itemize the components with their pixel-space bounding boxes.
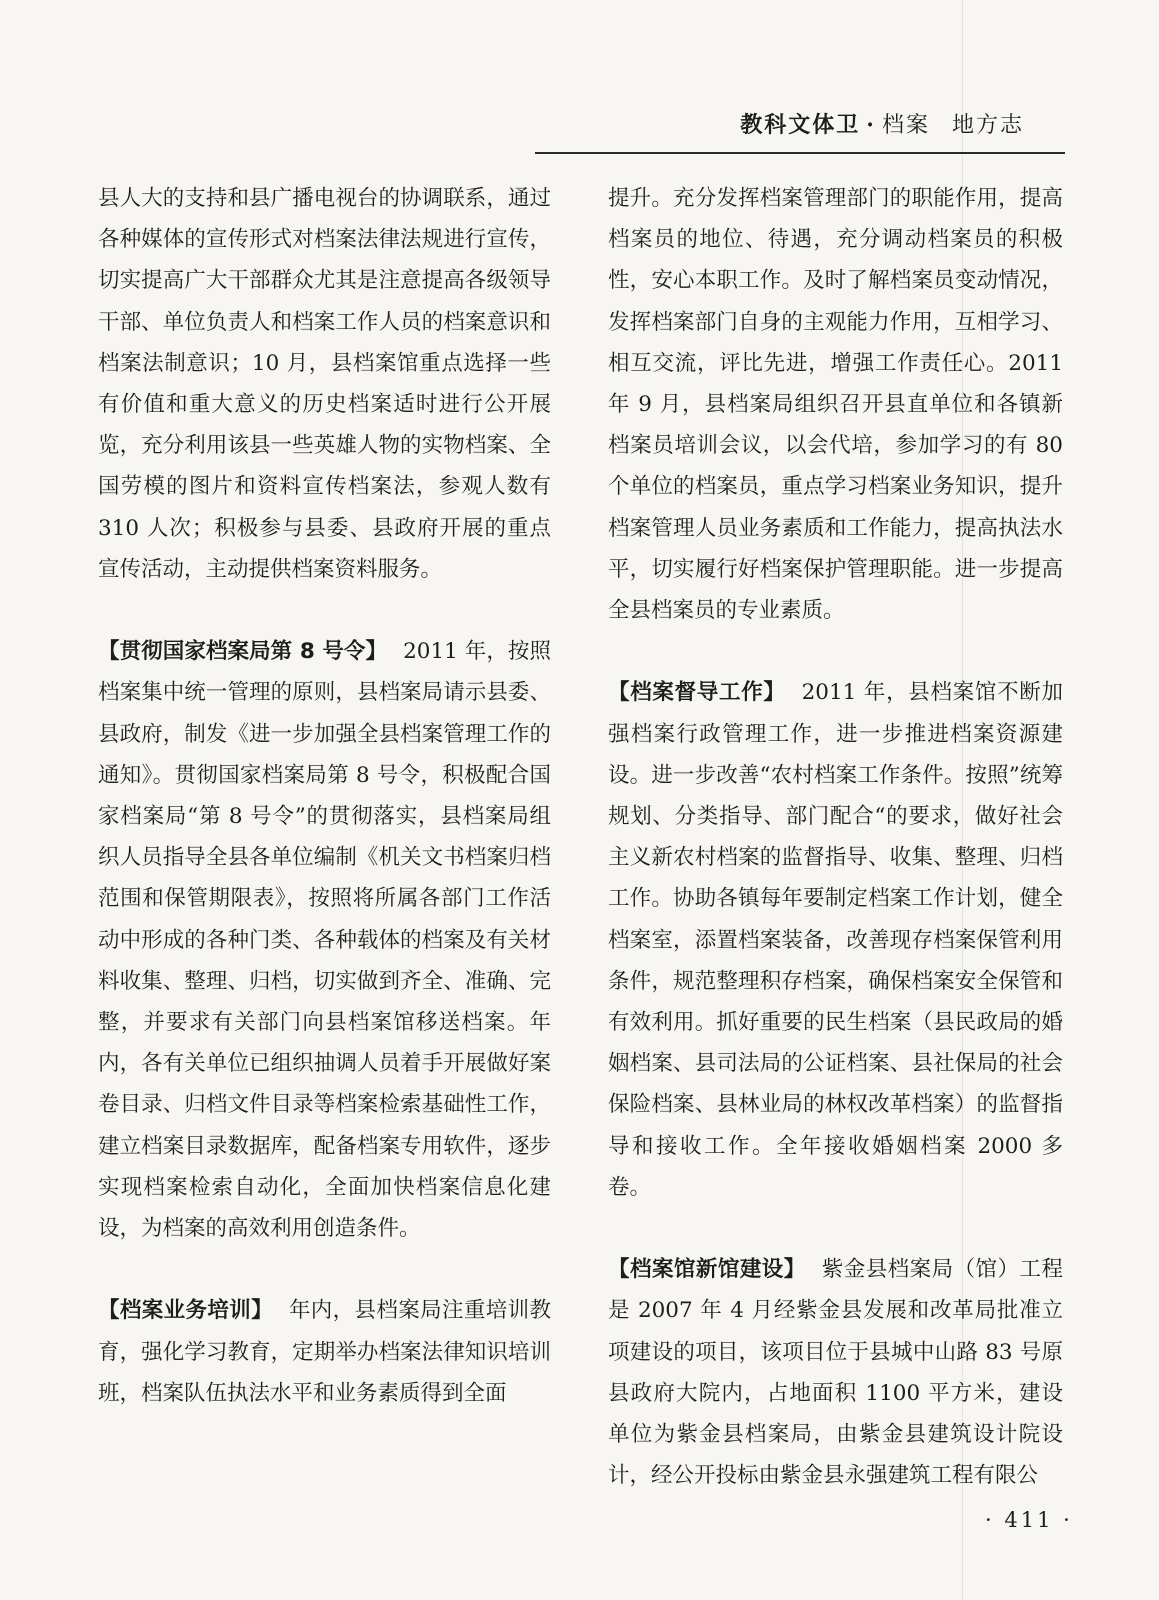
right-column bbox=[608, 178, 1063, 1496]
left-column bbox=[98, 178, 551, 1414]
header-separator: · bbox=[866, 112, 876, 138]
paragraph-continued: 提升。充分发挥档案管理部门的职能作用，提高档案员的地位、待遇，充分调动档案员的积极性，安心本职工作。及时了解档案员变动情况，发挥档案部门自身的主观能力作用，互相学习、相互交流，评比先进，增强工作责任心。2011 年 9 月，县档案局组织召开县直单位和各镇新档案员培训会议，以会代培，参加学习的有 80 个单位的档案员，重点学习档案业务知识，提升档案管理人员业务素质和工作能力，提高执法水平，切实履行好档案保护管理职能。进一步提高全县档案员的专业素质。 bbox=[608, 186, 1063, 624]
section-cheyu-order8 bbox=[98, 631, 551, 1249]
section-heading: 【档案业务培训】 bbox=[98, 1298, 273, 1324]
section-heading: 【贯彻国家档案局第 8 号令】 bbox=[98, 639, 388, 665]
page-number: · 411 · bbox=[985, 1508, 1073, 1532]
section-supervision bbox=[608, 672, 1063, 1208]
running-header bbox=[740, 108, 1024, 139]
section-training bbox=[98, 1290, 551, 1414]
header-section: 教科文体卫 bbox=[740, 113, 861, 138]
section-new-building bbox=[608, 1249, 1063, 1496]
paragraph-continued: 县人大的支持和县广播电视台的协调联系，通过各种媒体的宣传形式对档案法律法规进行宣传，切实提高广大干部群众尤其是注意提高各级领导干部、单位负责人和档案工作人员的档案意识和档案法制意识；10 月，县档案馆重点选择一些有价值和重大意义的历史档案适时进行公开展览，充分利用该县一些英雄人物的实物档案、全国劳模的图片和资料宣传档案法，参观人数有 310 人次；积极参与县委、县政府开展的重点宣传活动，主动提供档案资料服务。 bbox=[98, 186, 551, 582]
section-body: 紫金县档案局（馆）工程是 2007 年 4 月经紫金县发展和改革局批准立项建设的项目，该项目位于县城中山路 83 号原县政府大院内，占地面积 1100 平方米，建设单位为紫金县档案局，由紫金县建筑设计院设计，经公开投标由紫金县永强建筑工程有限公 bbox=[608, 1257, 1063, 1489]
header-rule bbox=[535, 152, 1065, 154]
section-heading: 【档案馆新馆建设】 bbox=[608, 1257, 806, 1283]
section-body: 2011 年，县档案馆不断加强档案行政管理工作，进一步推进档案资源建设。进一步改善“农村档案工作条件。按照”统筹规划、分类指导、部门配合“的要求，做好社会主义新农村档案的监督指导、收集、整理、归档工作。协助各镇每年要制定档案工作计划，健全档案室，添置档案装备，改善现存档案保管利用条件，规范整理积存档案，确保档案安全保管和有效利用。抓好重要的民生档案（县民政局的婚姻档案、县司法局的公证档案、县社保局的社会保险档案、县林业局的林权改革档案）的监督指导和接收工作。全年接收婚姻档案 2000 多卷。 bbox=[608, 680, 1063, 1200]
header-topic: 档案 bbox=[881, 113, 930, 138]
header-subtitle: 地方志 bbox=[951, 113, 1024, 138]
section-heading: 【档案督导工作】 bbox=[608, 680, 786, 706]
section-body: 2011 年，按照档案集中统一管理的原则，县档案局请示县委、县政府，制发《进一步加强全县档案管理工作的通知》。贯彻国家档案局第 8 号令，积极配合国家档案局“第 8 号令”的贯彻落实，县档案局组织人员指导全县各单位编制《机关文书档案归档范围和保管期限表》，按照将所属各部门工作活动中形成的各种门类、各种载体的档案及有关材料收集、整理、归档，切实做到齐全、准确、完整，并要求有关部门向县档案馆移送档案。年内，各有关单位已组织抽调人员着手开展做好案卷目录、归档文件目录等档案检索基础性工作，建立档案目录数据库，配备档案专用软件，逐步实现档案检索自动化，全面加快档案信息化建设，为档案的高效利用创造条件。 bbox=[98, 639, 551, 1242]
section-body: 年内，县档案局注重培训教育，强化学习教育，定期举办档案法律知识培训班，档案队伍执法水平和业务素质得到全面 bbox=[98, 1298, 551, 1406]
